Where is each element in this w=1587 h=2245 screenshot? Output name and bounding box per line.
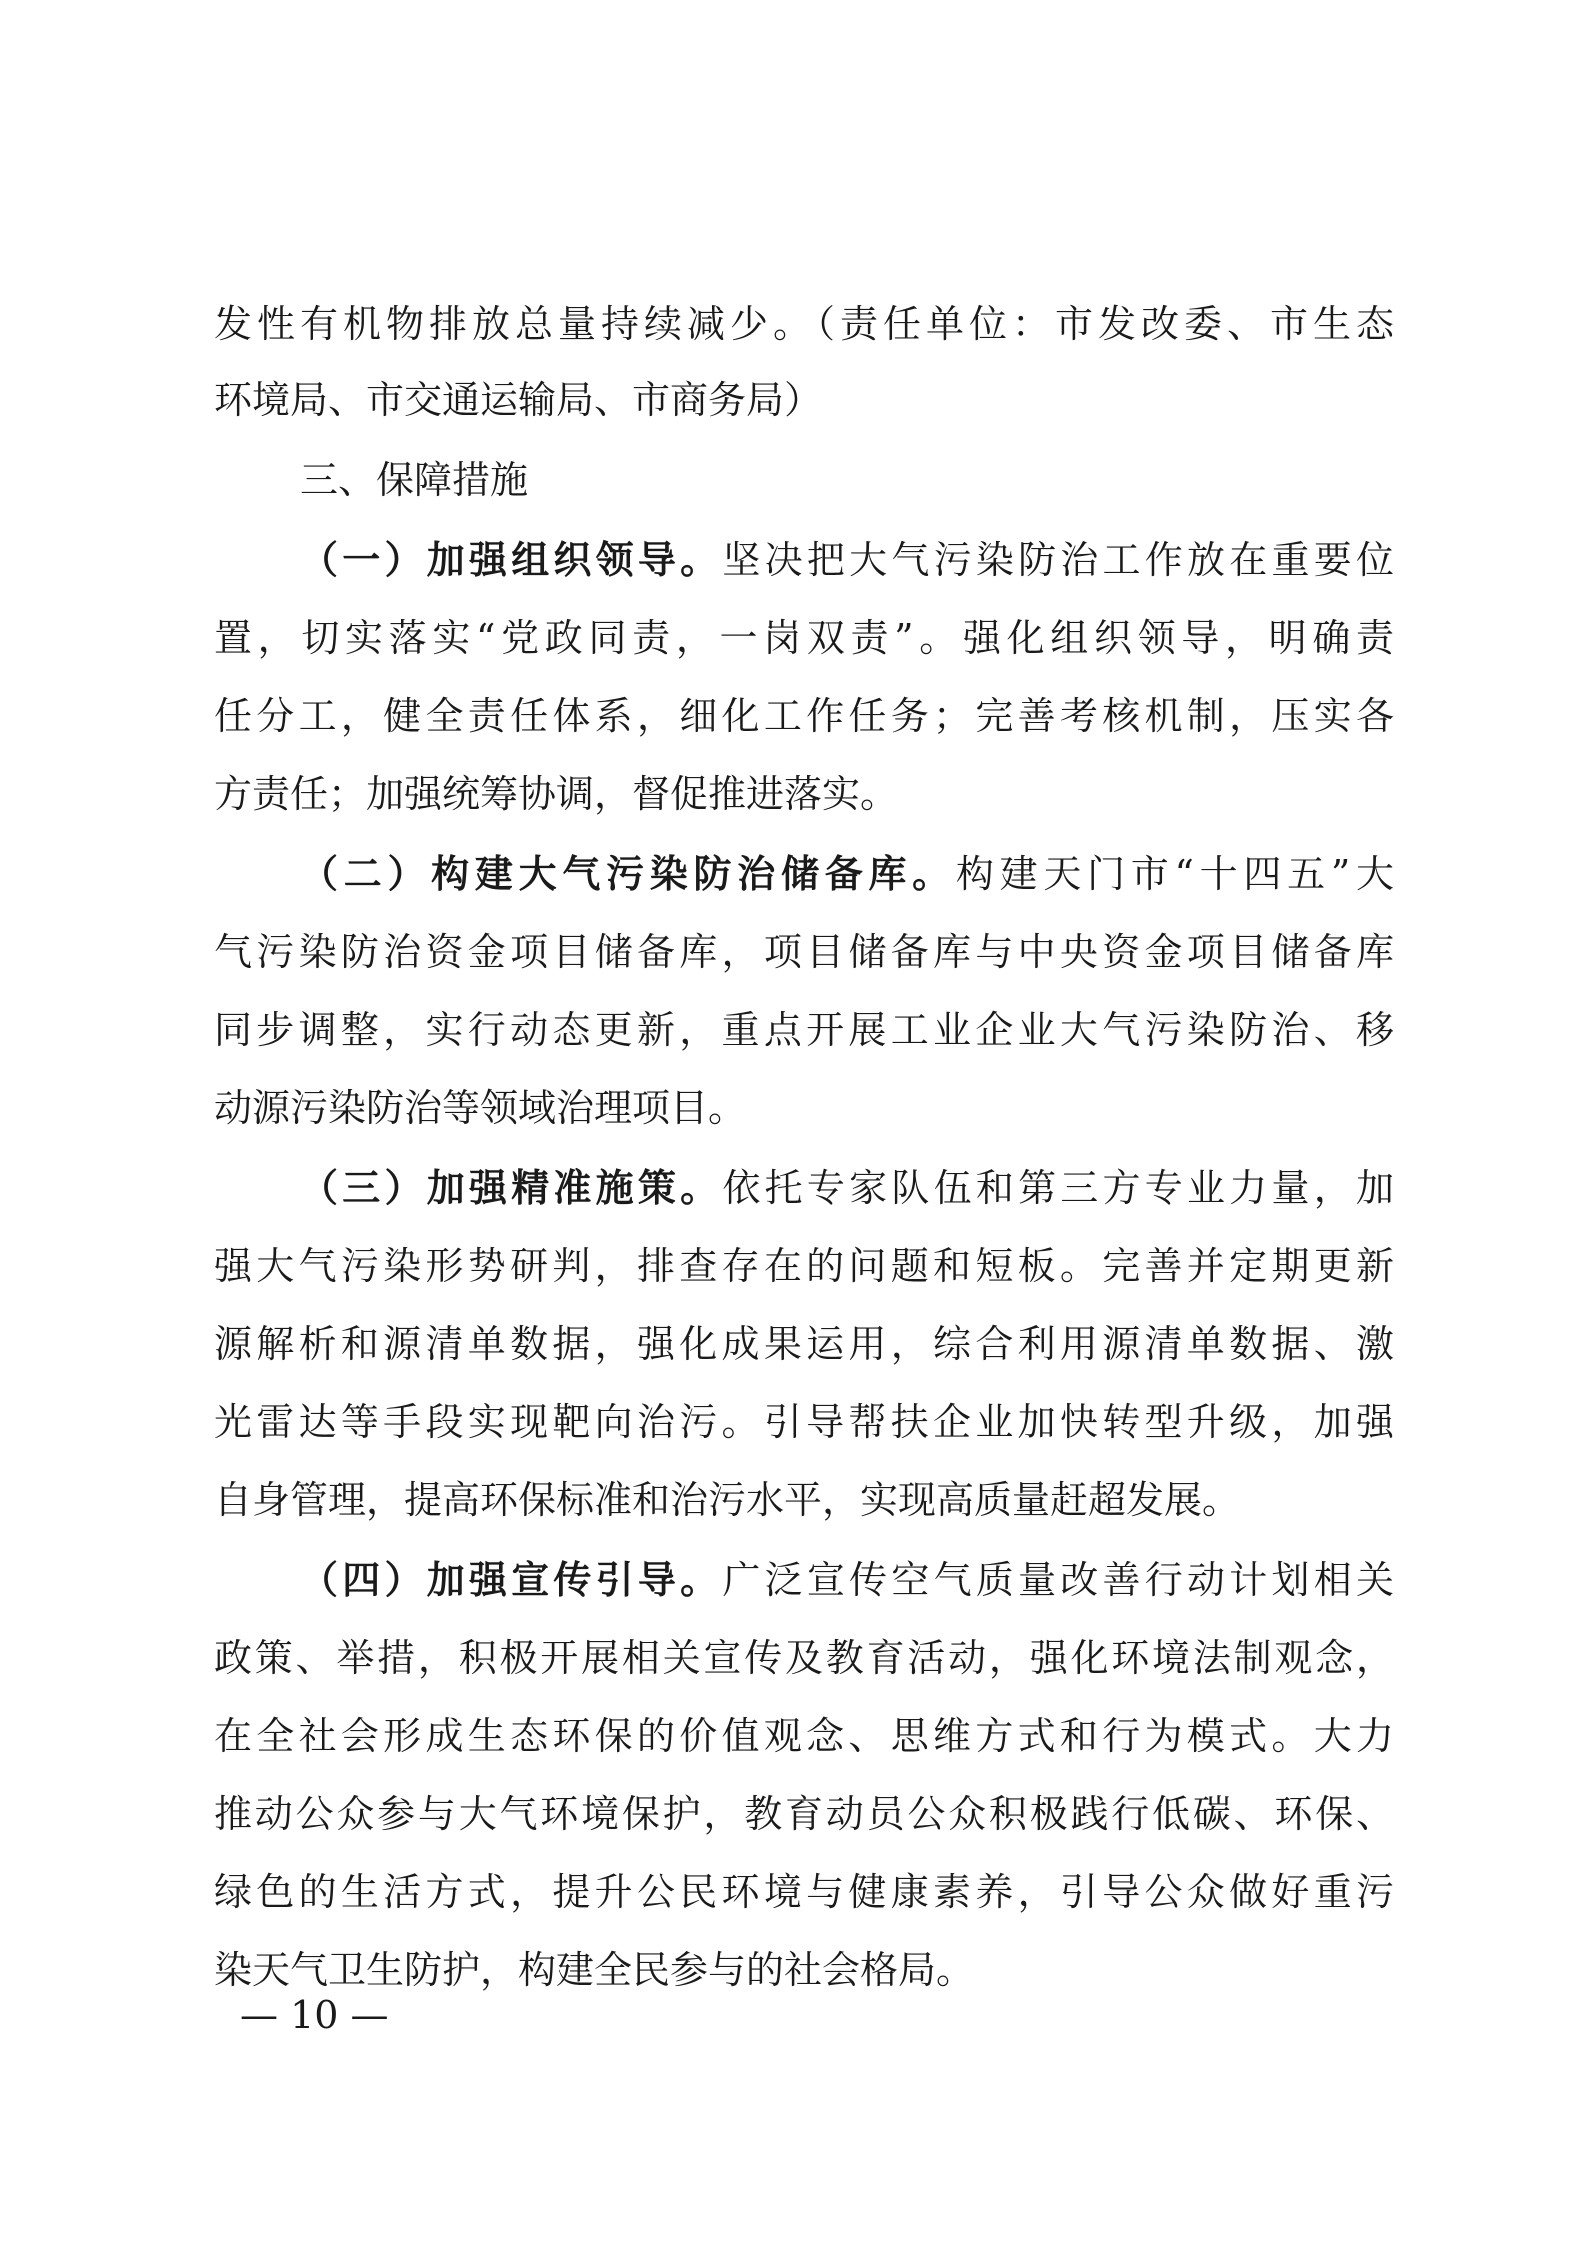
item3-first-line — [300, 1150, 1394, 1226]
section-heading: 三、保障措施 — [300, 458, 529, 502]
item1-text: 坚决把大气污染防治工作放在重要位 — [722, 538, 1394, 582]
item4-text: 广泛宣传空气质量改善行动计划相关 — [722, 1558, 1394, 1602]
item1-first-line — [300, 522, 1394, 598]
body-text-line: 绿色的生活方式，提升公民环境与健康素养，引导公众做好重污 — [214, 1870, 1394, 1914]
item2-first-line — [300, 836, 1394, 912]
item2-title: （二）构建大气污染防治储备库。 — [300, 852, 956, 896]
page-number: — 10 — — [240, 1993, 389, 2037]
body-text-line: 自身管理，提高环保标准和治污水平，实现高质量赶超发展。 — [214, 1478, 1241, 1522]
body-text-line: 置，切实落实“党政同责，一岗双责”。强化组织领导，明确责 — [214, 616, 1394, 660]
item4-title: （四）加强宣传引导。 — [300, 1558, 723, 1602]
body-text-line: 环境局、市交通运输局、市商务局） — [214, 378, 823, 422]
body-text-line: 任分工，健全责任体系，细化工作任务；完善考核机制，压实各 — [214, 694, 1394, 738]
body-text-line: 同步调整，实行动态更新，重点开展工业企业大气污染防治、移 — [214, 1008, 1394, 1052]
body-text-line: 光雷达等手段实现靶向治污。引导帮扶企业加快转型升级，加强 — [214, 1400, 1394, 1444]
body-text-line: 染天气卫生防护，构建全民参与的社会格局。 — [214, 1948, 975, 1992]
body-text-line: 政策、举措，积极开展相关宣传及教育活动，强化环境法制观念， — [214, 1636, 1394, 1680]
item2-text: 构建天门市“十四五”大 — [955, 852, 1394, 896]
body-text-line: 气污染防治资金项目储备库，项目储备库与中央资金项目储备库 — [214, 930, 1394, 974]
body-text-line: 发性有机物排放总量持续减少。（责任单位：市发改委、市生态 — [214, 302, 1394, 346]
body-text-line: 在全社会形成生态环保的价值观念、思维方式和行为模式。大力 — [214, 1714, 1394, 1758]
body-text-line: 推动公众参与大气环境保护，教育动员公众积极践行低碳、环保、 — [214, 1792, 1394, 1836]
body-text-line: 源解析和源清单数据，强化成果运用，综合利用源清单数据、激 — [214, 1322, 1394, 1366]
body-text-line: 动源污染防治等领域治理项目。 — [214, 1086, 747, 1130]
item1-title: （一）加强组织领导。 — [300, 538, 723, 582]
item3-text: 依托专家队伍和第三方专业力量，加 — [722, 1166, 1394, 1210]
body-text-line: 方责任；加强统筹协调，督促推进落实。 — [214, 772, 899, 816]
body-text-line: 强大气污染形势研判，排查存在的问题和短板。完善并定期更新 — [214, 1244, 1394, 1288]
item4-first-line — [300, 1542, 1394, 1618]
item3-title: （三）加强精准施策。 — [300, 1166, 723, 1210]
